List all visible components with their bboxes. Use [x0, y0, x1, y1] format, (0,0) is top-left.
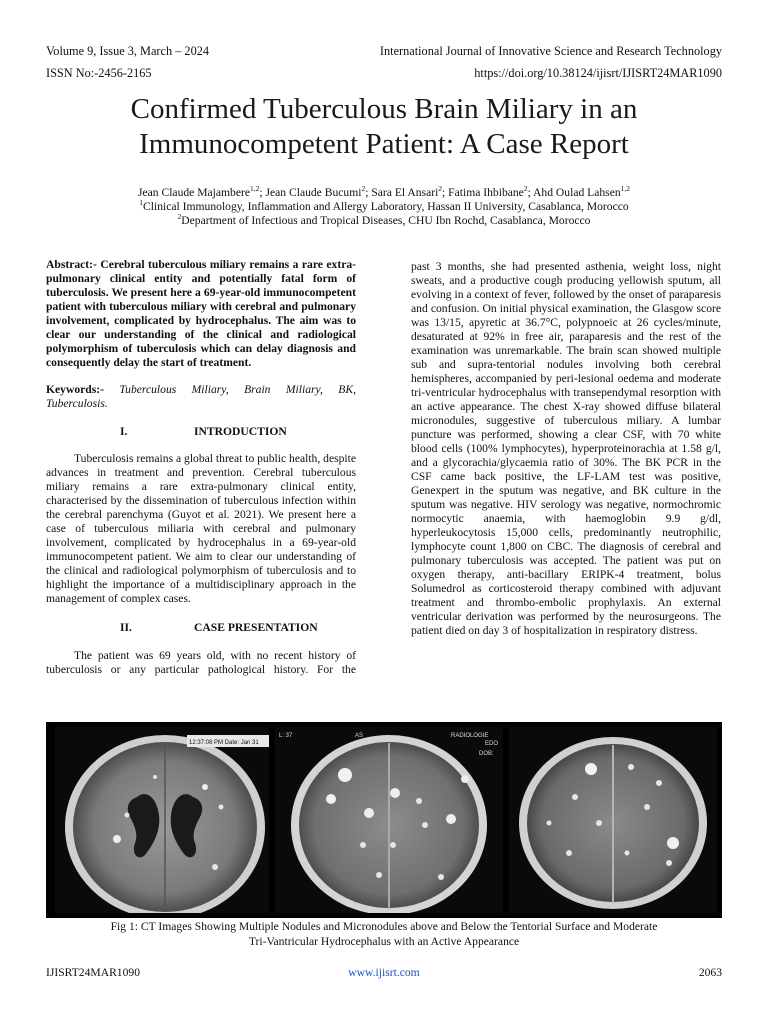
author-sup: 1,2 [250, 184, 260, 194]
scan-timestamp: 12:37:08 PM Date: Jan 31 [189, 740, 259, 746]
scan-label-right-3: DOB: [479, 751, 494, 757]
keywords [46, 383, 356, 411]
scan-label-right: RADIOLOGIE [451, 733, 489, 739]
scan-label-left: L: 37 [279, 733, 293, 739]
abstract-text: Cerebral tuberculous miliary remains a rare extra-pulmonary clinical entity and potentially fatal form of tuberculosis. We present here a 69-year-old immunocompetent patient with tuberculous miliary with cerebral and pulmonary involvement, complicated by hydrocephalus. The aim was to clear our understanding of the clinical and radiological polymorphism of tuberculosis which can delay diagnosis and consequently delay the start of treatment. [46, 258, 356, 369]
section-number: I. [120, 425, 128, 438]
section-heading-case [46, 621, 356, 635]
title-line-1: Confirmed Tuberculous Brain Miliary in an [130, 93, 638, 125]
author-name: ; Jean Claude Bucumi [259, 186, 362, 199]
issn: ISSN No:-2456-2165 [46, 66, 152, 80]
abstract [46, 258, 356, 370]
keywords-text: Tuberculous Miliary, Brain Miliary, BK, Tuberculosis. [46, 383, 357, 410]
paper-title [40, 92, 728, 162]
doi-link[interactable]: https://doi.org/10.38124/ijisrt/IJISRT24MAR1090 [474, 66, 722, 80]
footer-website[interactable] [0, 966, 768, 980]
volume-info: Volume 9, Issue 3, March – 2024 [46, 44, 210, 58]
abstract-label: Abstract:- [46, 258, 101, 271]
affiliation-text: Department of Infectious and Tropical Diseases, CHU Ibn Rochd, Casablanca, Morocco [181, 214, 591, 227]
ct-scan-image-2 [275, 727, 503, 913]
case-paragraph-continued: past 3 months, she had presented asthenia, weight loss, night sweats, and a productive cough producing yellowish sputum, all evolving in a context of fever, followed by the onset of paraparesis and confusion. On initial physical examination, the Glasgow score was 13/15, apyretic at 36.7°C, polypnoeic at 26 cycles/minute, desaturated at 92% in free air, paraparesis and the rest of the examination was unremarkable. The brain scan showed multiple sub and supra-tentorial nodules involving both cerebral hemispheres, accompanied by peri-lesional oedema and moderate tri-ventricular hydrocephalus with transependymal resorption with an active appearance. The chest X-ray showed diffuse bilateral micronodules, suggestive of tuberculous miliary. A lumbar puncture was performed, showing a clear CSF, with 70 white blood cells (100% lymphocytes), hyperproteinorachia at 1.58 g/l, and a glycorachia/glycaemia ratio of 30%. The BK PCR in the CSF came back positive, the LF-LAM test was positive, Genexpert in the sputum was negative, and BK culture in the sputum was negative. HIV serology was negative, normochromic normocytic anaemia, with haemoglobin 9.9 g/dl, hyperleukocytosis 15,000 cells, predominantly neutrophilic, lymphocyte count 1,800 on CBC. The diagnosis of cerebral and pulmonary tuberculosis was accepted. The patient was put on oxygen therapy, anti-bacillary ERIPK-4 treatment, bolus Solumedrol as corticosteroid therapy combined with adjuvant treatment and thrombo-embolic prophylaxis. An external ventricular derivation was performed by the neurosurgeons. The patient died on day 3 of hospitalization in respiratory distress. [411, 260, 721, 637]
section-number: II. [120, 621, 132, 634]
ct-scan-image-1 [55, 727, 269, 913]
scan-label-bottom: PI [347, 903, 353, 909]
author-name: ; Sara El Ansari [365, 186, 439, 199]
author-list [40, 186, 728, 200]
journal-name: International Journal of Innovative Science and Research Technology [379, 44, 722, 58]
ct-scan-image-3 [509, 727, 717, 913]
caption-line-2: Tri-Vantricular Hydrocephalus with an Active Appearance [248, 935, 520, 948]
left-column [46, 258, 356, 677]
affiliation-1 [40, 200, 728, 214]
author-name: Jean Claude Majambere [137, 186, 250, 199]
figure-caption [40, 919, 728, 949]
affiliation-2 [40, 214, 728, 228]
section-title: INTRODUCTION [194, 425, 287, 438]
author-sup: 1,2 [620, 184, 631, 194]
right-column [411, 260, 721, 638]
author-sup: 2 [523, 184, 528, 194]
title-line-2: Immunocompetent Patient: A Case Report [139, 128, 629, 160]
affiliation-text: Clinical Immunology, Inflammation and Allergy Laboratory, Hassan II University, Casablanca, Morocco [143, 200, 629, 213]
section-heading-introduction [46, 425, 356, 439]
author-name: ; Ahd Oulad Lahsen [527, 186, 621, 199]
author-sup: 2 [361, 184, 366, 194]
figure-ct-images [46, 722, 722, 918]
author-block [40, 186, 728, 228]
footer-paper-id: IJISRT24MAR1090 [46, 966, 140, 979]
website-link[interactable]: www.ijisrt.com [348, 966, 420, 979]
introduction-paragraph: Tuberculosis remains a global threat to public health, despite advances in treatment and prevention. Cerebral tuberculous miliary remains a rare extra-pulmonary clinical entity, characterised by the dissemination of tuberculous infection within the cerebral parenchyma (Guyot et al. 2021). We present here a case of tuberculous miliaria with cerebral and pulmonary involvement, complicated by hydrocephalus in a 69-year-old immunocompetent patient. We aim to clear our understanding of the clinical and radiological polymorphism of tuberculosis and to highlight the importance of a multidisciplinary approach in the management of complex cases. [46, 452, 356, 605]
scan-label-mid: AS [355, 733, 364, 739]
caption-line-1: Fig 1: CT Images Showing Multiple Nodules and Micronodules above and Below the Tentorial Surface and Moderate [110, 920, 658, 933]
case-paragraph-start: The patient was 69 years old, with no recent history of tuberculosis or any particular pathological history. For the [46, 649, 356, 676]
author-sup: 2 [438, 184, 443, 194]
affiliation-sup: 2 [177, 212, 182, 222]
scan-label-right-2: EDO [485, 741, 499, 747]
section-title: CASE PRESENTATION [194, 621, 318, 634]
keywords-label: Keywords:- [46, 383, 120, 396]
affiliation-sup: 1 [139, 198, 144, 208]
page-number: 2063 [698, 966, 722, 979]
author-name: ; Fatima Ihbibane [442, 186, 524, 199]
